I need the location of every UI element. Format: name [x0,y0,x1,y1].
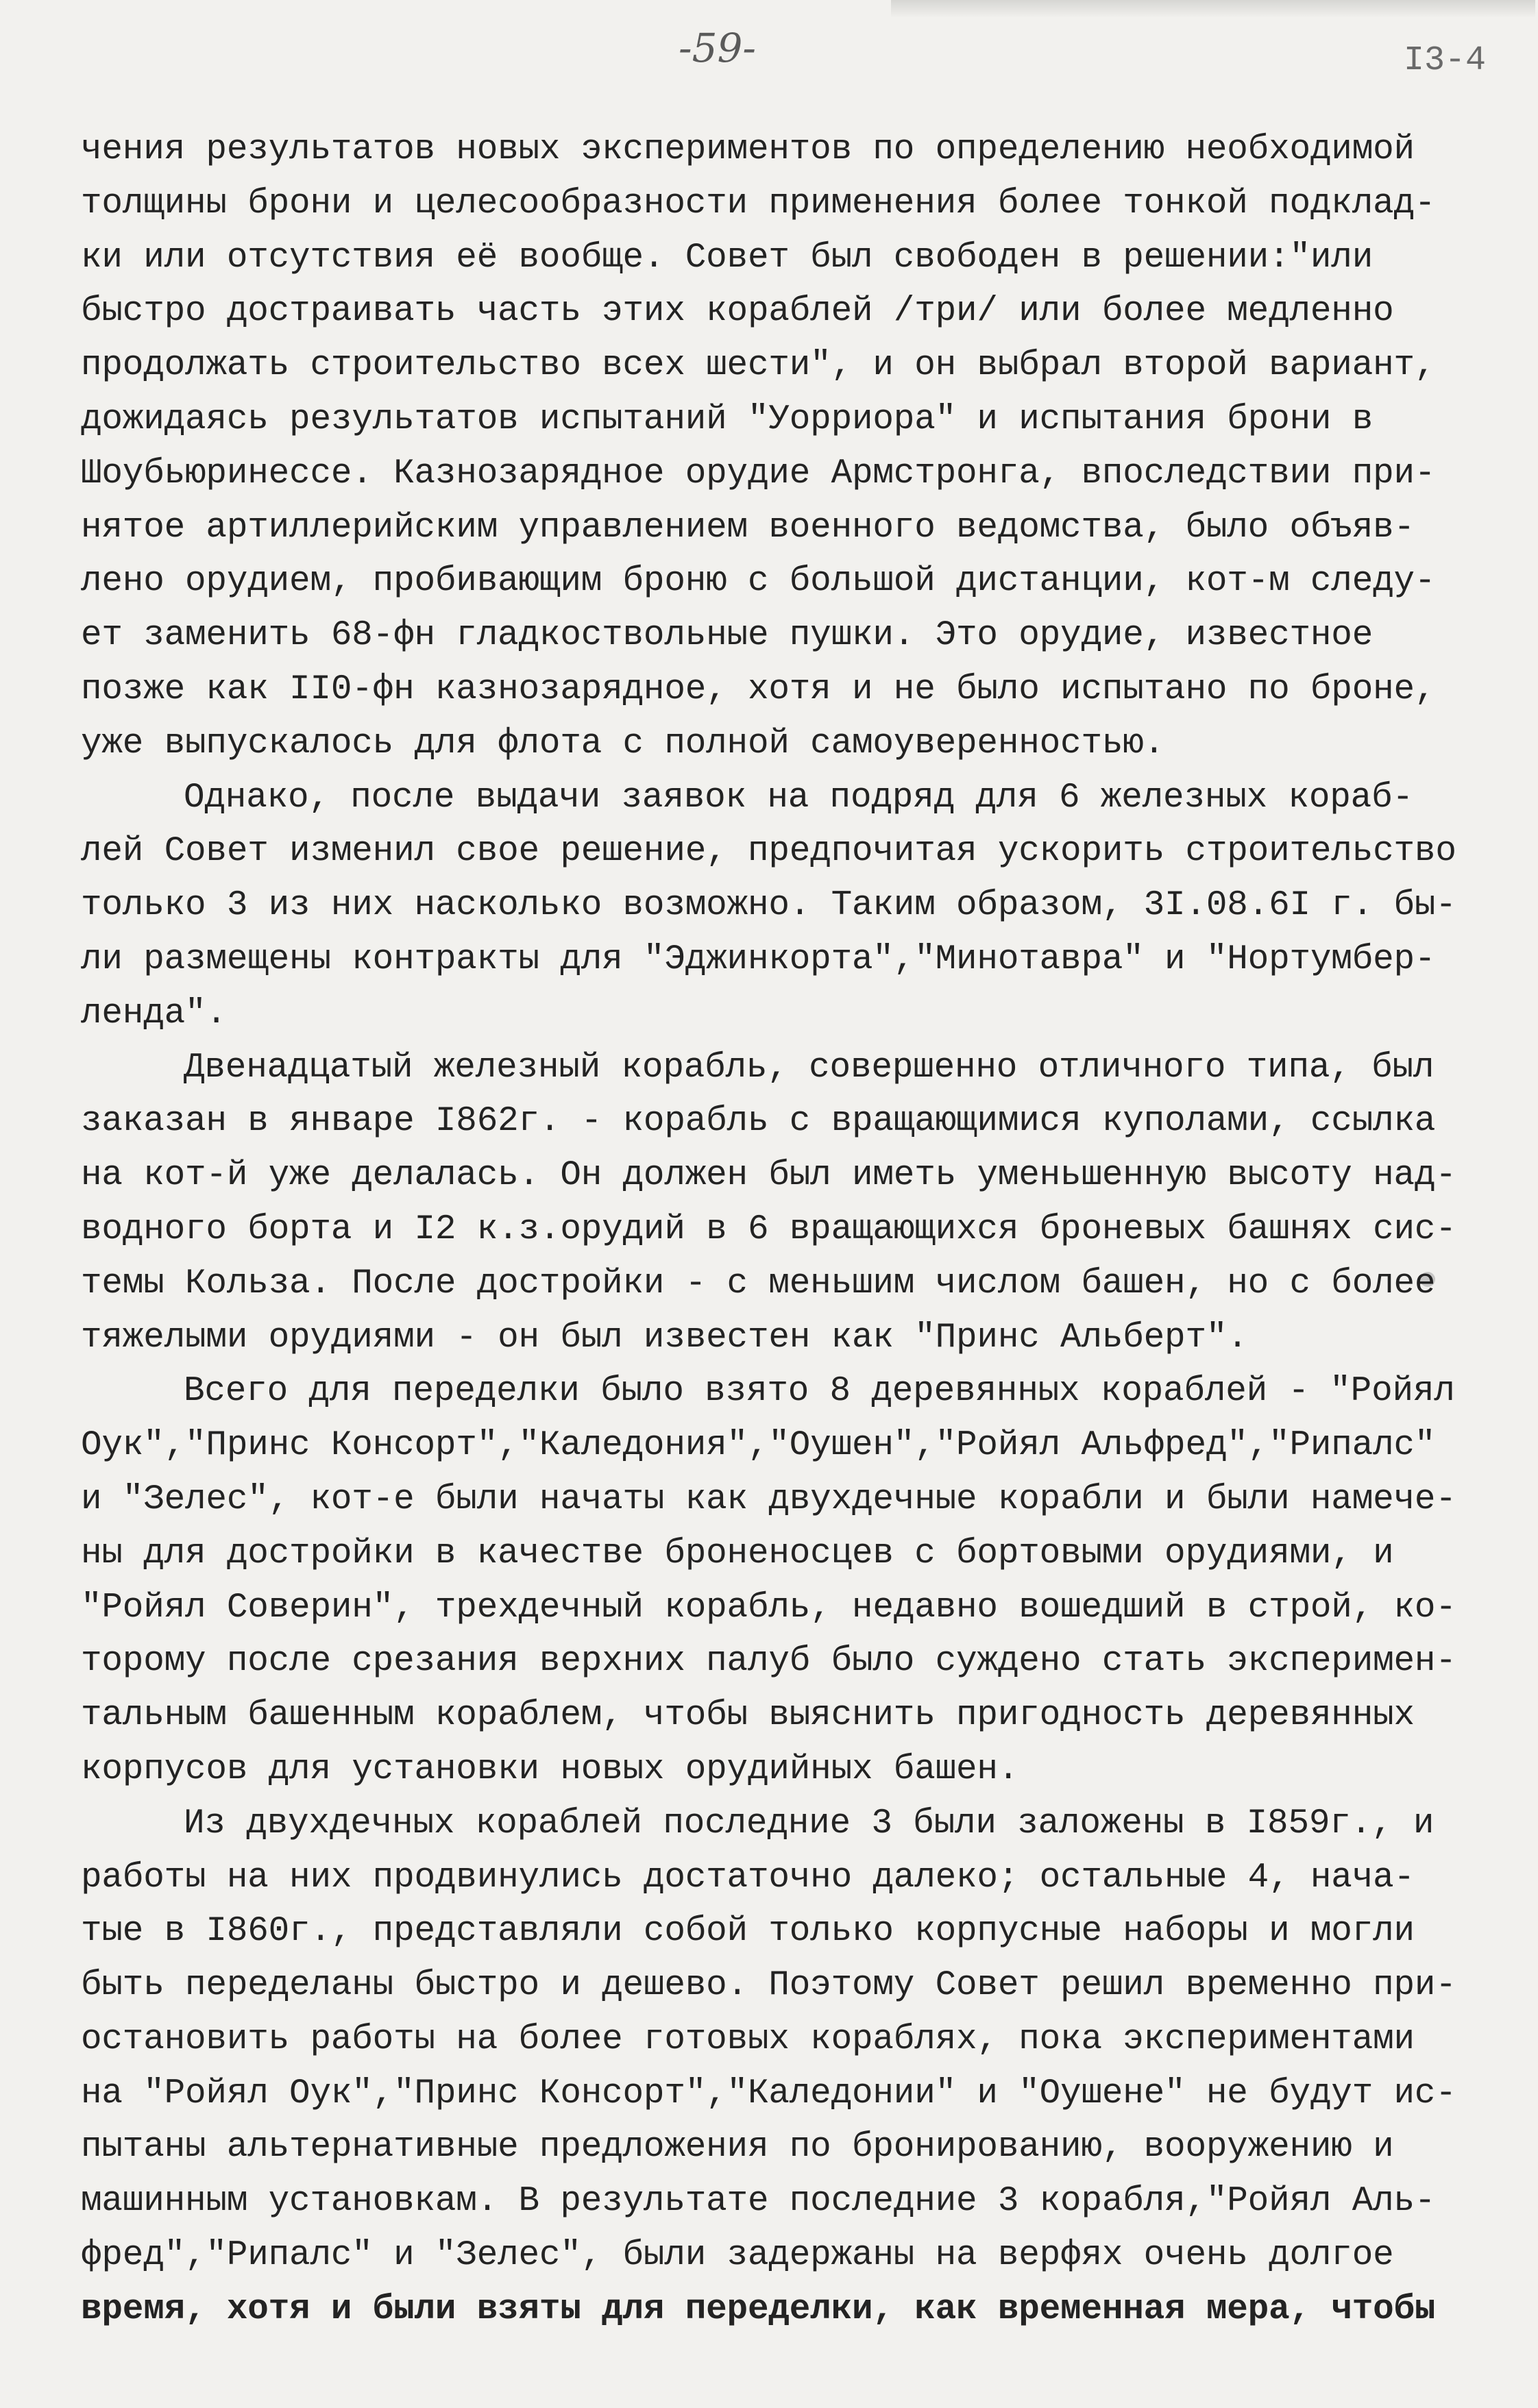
text-line: тяжелыми орудиями - он был известен как "Принс Альберт". [81,1318,1248,1357]
text-line: быстро достраивать часть этих кораблей /три/ или более медленно [81,292,1394,332]
text-line: дожидаясь результатов испытаний "Уорриора" и испытания брони в [81,400,1374,439]
text-line: ки или отсутствия её вообще. Совет был свободен в решении:"или [81,238,1374,278]
body-text [81,123,1472,2337]
text-line: фред","Рипалс" и "Зелес", были задержаны на верфях очень долгое [81,2236,1394,2276]
text-line: на кот-й уже делалась. Он должен был иметь уменьшенную высоту над- [81,1156,1456,1196]
text-line: темы Кольза. После достройки - с меньшим числом башен, но с более [81,1264,1436,1303]
paragraph-start-line: Двенадцатый железный корабль, совершенно отличного типа, был [184,1048,1435,1088]
text-line: продолжать строительство всех шести", и он выбрал второй вариант, [81,346,1436,386]
sheet-code: I3-4 [1404,41,1487,80]
text-line: на "Ройял Оук","Принс Консорт","Каледонии" и "Оушене" не будут ис- [81,2074,1456,2113]
text-line: ет заменить 68-фн гладкоствольные пушки. Это орудие, известное [81,616,1374,656]
text-line: ли размещены контракты для "Эджинкорта","Минотавра" и "Нортумбер- [81,939,1436,979]
text-line: тые в I860г., представляли собой только корпусные наборы и могли [81,1912,1415,1952]
text-line: позже как II0-фн казнозарядное, хотя и не было испытано по броне, [81,669,1436,709]
scan-edge-shadow [891,0,1535,18]
text-line: Шоубьюринессе. Казнозарядное орудие Армстронга, впоследствии при- [81,454,1436,493]
text-line: заказан в январе I862г. - корабль с вращающимися куполами, ссылка [81,1102,1436,1142]
page-number: -59- [679,25,756,71]
text-line: "Ройял Соверин", трехдечный корабль, недавно вошедший в строй, ко- [81,1588,1456,1627]
text-line: тальным башенным кораблем, чтобы выяснить пригодность деревянных [81,1696,1415,1736]
text-line: машинным установкам. В результате последние 3 корабля,"Ройял Аль- [81,2182,1436,2222]
text-line: и "Зелес", кот-е были начаты как двухдечные корабли и были намече- [81,1479,1456,1519]
text-line: ны для достройки в качестве броненосцев с бортовыми орудиями, и [81,1534,1394,1573]
paragraph-start-line: Всего для переделки было взято 8 деревянных кораблей - "Ройял [184,1372,1455,1412]
text-line: нятое артиллерийским управлением военного ведомства, было объяв- [81,508,1415,548]
paragraph-start-line: Из двухдечных кораблей последние 3 были заложены в I859г., и [184,1804,1435,1843]
text-line: Оук","Принс Консорт","Каледония","Оушен","Ройял Альфред","Рипалс" [81,1426,1436,1466]
text-line: торому после срезания верхних палуб было суждено стать эксперимен- [81,1642,1456,1682]
text-line: лено орудием, пробивающим броню с большой дистанции, кот-м следу- [81,562,1436,602]
paragraph-start-line: Однако, после выдачи заявок на подряд для 6 железных кораб- [184,778,1413,818]
text-line: толщины брони и целесообразности применения более тонкой подклад- [81,184,1436,223]
text-line: пытаны альтернативные предложения по бронированию, вооружению и [81,2128,1394,2167]
text-line: быть переделаны быстро и дешево. Поэтому Совет решил временно при- [81,1966,1456,2006]
text-line: только 3 из них насколько возможно. Таким образом, 3I.08.6I г. бы- [81,886,1456,926]
text-line: чения результатов новых экспериментов по определению необходимой [81,130,1415,169]
text-line: уже выпускалось для флота с полной самоуверенностью. [81,724,1165,763]
text-line: работы на них продвинулись достаточно далеко; остальные 4, нача- [81,1858,1415,1897]
text-line: корпусов для установки новых орудийных башен. [81,1749,1019,1789]
text-line: водного борта и I2 к.з.орудий в 6 вращающихся броневых башнях сис- [81,1209,1456,1249]
text-line: остановить работы на более готовых кораблях, пока экспериментами [81,2019,1415,2059]
text-line: время, хотя и были взяты для переделки, как временная мера, чтобы [81,2289,1436,2329]
text-line: лей Совет изменил свое решение, предпочитая ускорить строительство [81,832,1456,872]
text-line: ленда". [81,994,227,1033]
